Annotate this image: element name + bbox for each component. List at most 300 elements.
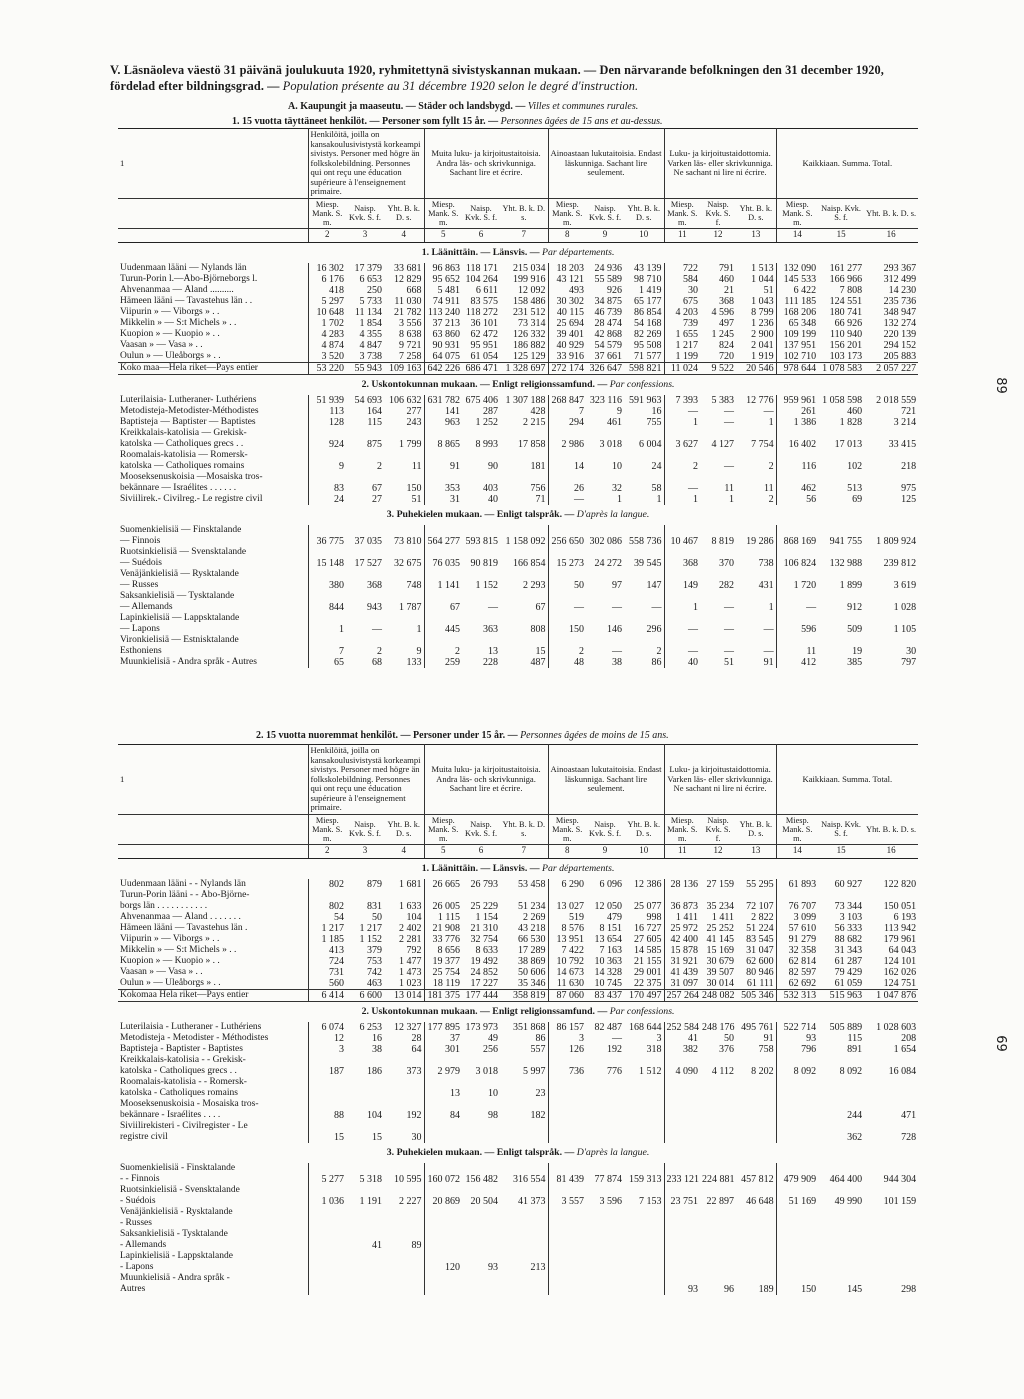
row-label: Venäjänkielisiä - Rysktalande bbox=[118, 1207, 308, 1218]
data-cell bbox=[624, 1240, 664, 1251]
data-cell bbox=[384, 1284, 424, 1295]
data-cell: 51 bbox=[724, 656, 735, 668]
data-cell bbox=[624, 1284, 664, 1295]
data-cell bbox=[384, 1185, 424, 1196]
data-cell: 479 909 bbox=[783, 1173, 817, 1185]
table-row bbox=[118, 1044, 918, 1055]
header-column-number: 2 bbox=[308, 228, 346, 242]
data-cell: 802 bbox=[329, 878, 344, 890]
data-cell: 487 bbox=[500, 657, 548, 668]
data-cell bbox=[346, 1218, 384, 1229]
data-cell: 64 075 bbox=[432, 350, 461, 362]
data-cell bbox=[624, 591, 664, 602]
data-cell bbox=[864, 569, 918, 580]
data-cell bbox=[548, 1251, 586, 1262]
row-label: Lapinkielisiä - Lappsktalande bbox=[118, 1251, 308, 1262]
header-sub-label: Naisp. Kvk. S. f. bbox=[586, 814, 624, 844]
total-cell: 326 647 bbox=[586, 362, 624, 374]
table-row bbox=[118, 340, 918, 351]
data-cell: 2 bbox=[624, 646, 664, 657]
data-cell bbox=[384, 1055, 424, 1066]
data-cell: 2 bbox=[377, 645, 382, 657]
data-cell bbox=[308, 613, 346, 624]
statistics-table-over-15 bbox=[118, 128, 918, 668]
data-cell bbox=[462, 547, 500, 558]
data-cell: 403 bbox=[483, 482, 499, 494]
header-sub-label: Naisp. Kvk. S. f. bbox=[462, 198, 500, 228]
data-cell: 2 979 bbox=[437, 1065, 461, 1077]
data-cell: 36 775 bbox=[316, 535, 344, 547]
data-cell: 220 139 bbox=[883, 328, 917, 340]
data-cell bbox=[308, 1077, 346, 1088]
data-cell bbox=[462, 1229, 500, 1240]
header-column-number: 11 bbox=[664, 228, 700, 242]
header-sub-label: Miesp. Mank. S. m. bbox=[548, 198, 586, 228]
row-label: Mikkelin » — S:t Michels » . . bbox=[118, 318, 308, 329]
part2-text: 2. 15 vuotta nuoremmat henkilöt. — Personer under 15 år. — bbox=[256, 730, 518, 741]
data-cell: 5 733 bbox=[359, 295, 382, 307]
data-cell: 1 bbox=[736, 602, 776, 613]
data-cell bbox=[624, 1099, 664, 1110]
data-cell: 10 467 bbox=[670, 535, 699, 547]
data-cell: 584 bbox=[683, 273, 699, 285]
data-cell: 294 bbox=[569, 416, 585, 428]
data-cell bbox=[424, 428, 462, 439]
data-cell: 56 333 bbox=[834, 922, 863, 934]
data-cell: 39 545 bbox=[624, 558, 664, 569]
data-cell bbox=[462, 428, 500, 439]
data-cell bbox=[664, 591, 700, 602]
total-cell: 515 963 bbox=[818, 989, 864, 1001]
data-cell bbox=[500, 1099, 548, 1110]
row-label: Saksankielisiä - Tysktalande bbox=[118, 1229, 308, 1240]
header-column-number: 7 bbox=[500, 844, 548, 858]
row-label: — Finnois bbox=[118, 536, 308, 547]
header-sub-label: Miesp. Mank. S. m. bbox=[424, 814, 462, 844]
table-row bbox=[118, 1185, 918, 1196]
data-cell: 277 bbox=[384, 406, 424, 417]
data-cell: 368 bbox=[719, 295, 735, 307]
row-label: — Suédois bbox=[118, 558, 308, 569]
data-cell: 8 202 bbox=[736, 1066, 776, 1077]
data-cell bbox=[308, 1088, 346, 1099]
data-cell bbox=[736, 1088, 776, 1099]
statistics-table-under-15 bbox=[118, 744, 918, 1295]
data-cell bbox=[586, 613, 624, 624]
data-cell: 37 213 bbox=[432, 317, 461, 329]
data-cell: 90 819 bbox=[470, 557, 499, 569]
data-cell: 1 655 bbox=[675, 328, 699, 340]
data-cell: 91 bbox=[736, 657, 776, 668]
data-cell: 6 096 bbox=[599, 878, 623, 890]
table-row bbox=[118, 461, 918, 472]
header-sub-label: Yht. B. k. D. s. bbox=[624, 198, 664, 228]
data-cell: 205 883 bbox=[883, 350, 917, 362]
data-cell: 19 bbox=[852, 645, 863, 657]
data-cell bbox=[776, 1132, 818, 1143]
data-cell: 5 997 bbox=[500, 1066, 548, 1077]
data-cell bbox=[346, 1229, 384, 1240]
data-cell bbox=[818, 1121, 864, 1132]
data-cell bbox=[548, 547, 586, 558]
data-cell: 55 589 bbox=[594, 273, 623, 285]
data-cell bbox=[586, 1163, 624, 1174]
data-cell bbox=[424, 569, 462, 580]
data-cell bbox=[664, 450, 700, 461]
data-cell: 412 bbox=[801, 656, 817, 668]
data-cell: 35 234 bbox=[706, 900, 735, 912]
data-cell bbox=[776, 1055, 818, 1066]
data-cell bbox=[500, 1185, 548, 1196]
data-cell: 593 815 bbox=[465, 535, 499, 547]
header-sub-empty bbox=[118, 814, 308, 844]
data-cell: 891 bbox=[847, 1043, 863, 1055]
data-cell: 54 693 bbox=[354, 394, 382, 406]
data-cell: 21 310 bbox=[470, 922, 499, 934]
header-sub-label: Naisp. Kvk. S. f. bbox=[462, 814, 500, 844]
data-cell bbox=[384, 1273, 424, 1284]
data-cell bbox=[736, 591, 776, 602]
data-cell: 14 328 bbox=[594, 966, 623, 978]
data-cell: — bbox=[736, 646, 776, 657]
row-label: Muunkielisiä - Andra språk - Autres bbox=[118, 657, 308, 668]
total-cell: 109 163 bbox=[384, 362, 424, 374]
data-cell bbox=[586, 1284, 624, 1295]
data-cell bbox=[462, 635, 500, 646]
data-cell: 1 bbox=[693, 493, 699, 505]
data-cell: 66 530 bbox=[500, 934, 548, 945]
data-cell: 1 411 bbox=[675, 911, 699, 923]
total-cell: 87 060 bbox=[548, 989, 586, 1001]
data-cell: 244 bbox=[847, 1109, 863, 1121]
data-cell: 259 bbox=[445, 656, 461, 668]
data-cell bbox=[500, 1207, 548, 1218]
data-cell: 3 099 bbox=[793, 911, 817, 923]
data-cell: 12 050 bbox=[594, 900, 623, 912]
data-cell: — bbox=[688, 645, 699, 657]
data-cell: 95 951 bbox=[470, 339, 499, 351]
data-cell bbox=[462, 1207, 500, 1218]
data-cell: 557 bbox=[500, 1044, 548, 1055]
part2-heading bbox=[256, 730, 669, 741]
data-cell: 65 177 bbox=[624, 296, 664, 307]
data-cell: 54 579 bbox=[594, 339, 623, 351]
section-heading-text: 2. Uskontokunnan mukaan. — Enligt religionssamfund. — bbox=[361, 378, 608, 390]
data-cell: 60 927 bbox=[834, 878, 863, 890]
data-cell bbox=[500, 1218, 548, 1229]
data-cell: 64 043 bbox=[888, 944, 917, 956]
data-cell: 998 bbox=[624, 912, 664, 923]
data-cell bbox=[500, 635, 548, 646]
data-cell: 118 171 bbox=[465, 262, 499, 274]
data-cell bbox=[736, 1273, 776, 1284]
data-cell: 15 bbox=[500, 646, 548, 657]
data-cell bbox=[462, 1163, 500, 1174]
data-cell: 26 665 bbox=[432, 878, 461, 890]
data-cell bbox=[736, 1207, 776, 1218]
data-cell: 824 bbox=[719, 339, 735, 351]
data-cell: 2 041 bbox=[736, 340, 776, 351]
data-cell: 186 bbox=[367, 1065, 382, 1077]
table-row bbox=[118, 1196, 918, 1207]
data-cell: 7 754 bbox=[736, 439, 776, 450]
data-cell: 720 bbox=[719, 350, 735, 362]
data-cell: 17 227 bbox=[470, 977, 499, 989]
row-label: Siviilirek.- Civilreg.- Le registre civil bbox=[118, 494, 308, 505]
data-cell: 122 820 bbox=[883, 878, 917, 890]
data-cell bbox=[500, 591, 548, 602]
data-cell bbox=[586, 1110, 624, 1121]
data-cell bbox=[346, 591, 384, 602]
title-french: Population présente au 31 décembre 1920 selon le degré d'instruction. bbox=[282, 79, 639, 93]
row-label: Metodisteja - Metodister - Méthodistes bbox=[118, 1033, 308, 1044]
data-cell: 596 bbox=[801, 623, 817, 635]
data-cell bbox=[624, 1251, 664, 1262]
row-label: katolska — Catholiques romains bbox=[118, 461, 308, 472]
data-cell: 1 028 bbox=[893, 601, 917, 613]
data-cell: 228 bbox=[483, 656, 499, 668]
data-cell: 294 152 bbox=[883, 339, 917, 351]
data-cell: 362 bbox=[847, 1131, 863, 1143]
data-cell: 2 bbox=[736, 461, 776, 472]
data-cell: 62 692 bbox=[788, 977, 817, 989]
data-cell: 3 bbox=[339, 1043, 344, 1055]
table-row bbox=[118, 934, 918, 945]
data-cell: 758 bbox=[736, 1044, 776, 1055]
row-label: Suomenkielisiä — Finsktalande bbox=[118, 525, 308, 536]
table-row bbox=[118, 1240, 918, 1251]
data-cell: 25 229 bbox=[470, 900, 499, 912]
data-cell: 505 889 bbox=[829, 1021, 863, 1033]
section-heading-french: Par confessions. bbox=[609, 378, 675, 390]
data-cell bbox=[424, 613, 462, 624]
data-cell: 90 bbox=[488, 460, 499, 472]
total-cell: 6 414 bbox=[308, 989, 346, 1001]
data-cell: 173 973 bbox=[465, 1021, 499, 1033]
row-label: Hämeen lääni — Tavastehus län . bbox=[118, 923, 308, 934]
data-cell: 182 bbox=[500, 1110, 548, 1121]
data-cell bbox=[736, 1185, 776, 1196]
data-cell: 13 654 bbox=[594, 933, 623, 945]
data-cell: 558 736 bbox=[624, 536, 664, 547]
data-cell: 1 720 bbox=[793, 579, 817, 591]
data-cell bbox=[736, 1055, 776, 1066]
data-cell: 62 814 bbox=[788, 955, 817, 967]
row-label: Vaasan » — Vasa » . . bbox=[118, 967, 308, 978]
data-cell: 3 520 bbox=[321, 350, 344, 362]
section-heading bbox=[118, 242, 918, 263]
data-cell: 31 bbox=[450, 493, 461, 505]
data-cell: 106 824 bbox=[783, 557, 817, 569]
data-cell: 72 107 bbox=[736, 901, 776, 912]
data-cell: 128 bbox=[329, 416, 344, 428]
table-row bbox=[118, 274, 918, 285]
data-cell bbox=[864, 890, 918, 901]
table-row bbox=[118, 483, 918, 494]
data-cell bbox=[700, 635, 736, 646]
data-cell: — bbox=[612, 601, 623, 613]
data-cell bbox=[624, 1273, 664, 1284]
data-cell: 298 bbox=[901, 1283, 917, 1295]
data-cell: — bbox=[736, 406, 776, 417]
data-cell bbox=[500, 569, 548, 580]
data-cell: 4 283 bbox=[321, 328, 344, 340]
data-cell: 1 419 bbox=[624, 285, 664, 296]
data-cell: 353 bbox=[445, 482, 461, 494]
data-cell bbox=[548, 1055, 586, 1066]
data-cell: 5 481 bbox=[437, 284, 461, 296]
table-row bbox=[118, 263, 918, 274]
data-cell: 6 253 bbox=[359, 1021, 382, 1033]
header-column-number: 10 bbox=[624, 228, 664, 242]
data-cell bbox=[424, 547, 462, 558]
data-cell: 55 295 bbox=[736, 879, 776, 890]
data-cell bbox=[586, 1088, 624, 1099]
data-cell: 115 bbox=[847, 1032, 863, 1044]
header-column-number: 14 bbox=[776, 228, 818, 242]
data-cell: 10 745 bbox=[594, 977, 623, 989]
data-cell: 748 bbox=[384, 580, 424, 591]
data-cell bbox=[700, 1229, 736, 1240]
data-cell: 77 874 bbox=[594, 1173, 623, 1185]
data-cell: 844 bbox=[329, 601, 344, 613]
data-cell bbox=[586, 1121, 624, 1132]
data-cell bbox=[548, 1218, 586, 1229]
page-number-top: 89 bbox=[992, 377, 1008, 394]
data-cell: 17 527 bbox=[354, 557, 382, 569]
data-cell bbox=[818, 591, 864, 602]
data-cell: 3 596 bbox=[599, 1195, 623, 1207]
data-cell bbox=[664, 1251, 700, 1262]
data-cell: 115 bbox=[367, 416, 382, 428]
data-cell bbox=[864, 1273, 918, 1284]
total-label: Kokomaa Hela riket—Pays entier bbox=[118, 989, 308, 1001]
row-label: Autres bbox=[118, 1284, 308, 1295]
data-cell: 102 bbox=[847, 460, 863, 472]
data-cell: 2 402 bbox=[384, 923, 424, 934]
row-label: - Lapons bbox=[118, 1262, 308, 1273]
row-label: Baptisteja - Baptister - Baptistes bbox=[118, 1044, 308, 1055]
header-sub-label: Yht. B. k. D. s. bbox=[384, 198, 424, 228]
data-cell: 4 090 bbox=[675, 1065, 699, 1077]
data-cell: 457 812 bbox=[736, 1174, 776, 1185]
data-cell bbox=[586, 1218, 624, 1229]
data-cell: 912 bbox=[847, 601, 863, 613]
data-cell: 497 bbox=[719, 317, 735, 329]
data-cell: 1 411 bbox=[711, 911, 735, 923]
data-cell: 16 402 bbox=[788, 438, 817, 450]
data-cell: 15 169 bbox=[706, 944, 735, 956]
data-cell bbox=[548, 428, 586, 439]
data-cell: 675 406 bbox=[465, 394, 499, 406]
row-label: katolska - Catholiques romains bbox=[118, 1088, 308, 1099]
data-cell: 192 bbox=[607, 1043, 623, 1055]
data-cell bbox=[736, 428, 776, 439]
header-column-number: 9 bbox=[586, 844, 624, 858]
data-cell bbox=[864, 1229, 918, 1240]
data-cell bbox=[700, 1077, 736, 1088]
data-cell bbox=[424, 1121, 462, 1132]
data-cell: 8 092 bbox=[839, 1065, 863, 1077]
table-row bbox=[118, 1099, 918, 1110]
data-cell bbox=[700, 450, 736, 461]
data-cell: 7 153 bbox=[624, 1196, 664, 1207]
data-cell bbox=[624, 1185, 664, 1196]
data-cell bbox=[500, 1273, 548, 1284]
data-cell bbox=[424, 1229, 462, 1240]
data-cell: 95 508 bbox=[624, 340, 664, 351]
section-heading-french: Par départements. bbox=[542, 246, 615, 258]
data-cell bbox=[548, 1163, 586, 1174]
data-cell bbox=[700, 1262, 736, 1273]
data-cell: 380 bbox=[329, 579, 344, 591]
data-cell: 797 bbox=[901, 656, 917, 668]
data-cell: 233 121 bbox=[666, 1173, 700, 1185]
data-cell: 51 234 bbox=[500, 901, 548, 912]
data-cell bbox=[462, 525, 500, 536]
data-cell bbox=[624, 547, 664, 558]
data-cell: 82 269 bbox=[624, 329, 664, 340]
data-cell: 26 793 bbox=[470, 878, 499, 890]
data-cell: 1 023 bbox=[384, 978, 424, 990]
row-label: Kreikkalais-katolisia — Grekisk- bbox=[118, 428, 308, 439]
data-cell: 91 bbox=[450, 460, 461, 472]
data-cell: 96 863 bbox=[432, 262, 461, 274]
section-heading-french: Par départements. bbox=[542, 862, 615, 874]
data-cell: 724 bbox=[329, 955, 344, 967]
data-cell bbox=[624, 1088, 664, 1099]
data-cell bbox=[864, 1055, 918, 1066]
data-cell bbox=[818, 1055, 864, 1066]
data-cell: 49 bbox=[488, 1032, 499, 1044]
data-cell: 11 030 bbox=[384, 296, 424, 307]
data-cell: 30 014 bbox=[706, 977, 735, 989]
data-cell bbox=[346, 1077, 384, 1088]
header-total: Kaikkiaan. Summa. Total. bbox=[776, 129, 918, 199]
data-cell bbox=[308, 1163, 346, 1174]
data-cell bbox=[864, 428, 918, 439]
section-heading-text: 2. Uskontokunnan mukaan. — Enligt religionssamfund. — bbox=[361, 1005, 608, 1017]
data-cell: 113 bbox=[329, 405, 344, 417]
data-cell bbox=[384, 1262, 424, 1273]
data-cell: 959 961 bbox=[783, 394, 817, 406]
data-cell bbox=[664, 1218, 700, 1229]
data-cell bbox=[818, 635, 864, 646]
data-cell: 24 bbox=[334, 493, 344, 505]
row-label: Lapinkielisiä — Lappsktalande bbox=[118, 613, 308, 624]
data-cell bbox=[736, 1110, 776, 1121]
table-row bbox=[118, 569, 918, 580]
data-cell: 82 597 bbox=[788, 966, 817, 978]
data-cell: 2 bbox=[693, 460, 699, 472]
data-cell: 13 bbox=[488, 645, 499, 657]
data-cell: 65 348 bbox=[788, 317, 817, 329]
data-cell: 1 bbox=[736, 417, 776, 428]
table-title bbox=[110, 62, 930, 94]
row-label: Esthoniens bbox=[118, 646, 308, 657]
data-cell: 66 926 bbox=[834, 317, 863, 329]
data-cell bbox=[736, 525, 776, 536]
data-cell bbox=[624, 635, 664, 646]
data-cell: 51 939 bbox=[316, 394, 344, 406]
header-sub-label: Yht. B. k. D. s. bbox=[736, 198, 776, 228]
data-cell bbox=[700, 428, 736, 439]
data-cell bbox=[586, 472, 624, 483]
data-cell bbox=[864, 1262, 918, 1273]
data-cell bbox=[384, 1121, 424, 1132]
data-cell: 382 bbox=[683, 1043, 699, 1055]
data-cell: 943 bbox=[367, 601, 382, 613]
